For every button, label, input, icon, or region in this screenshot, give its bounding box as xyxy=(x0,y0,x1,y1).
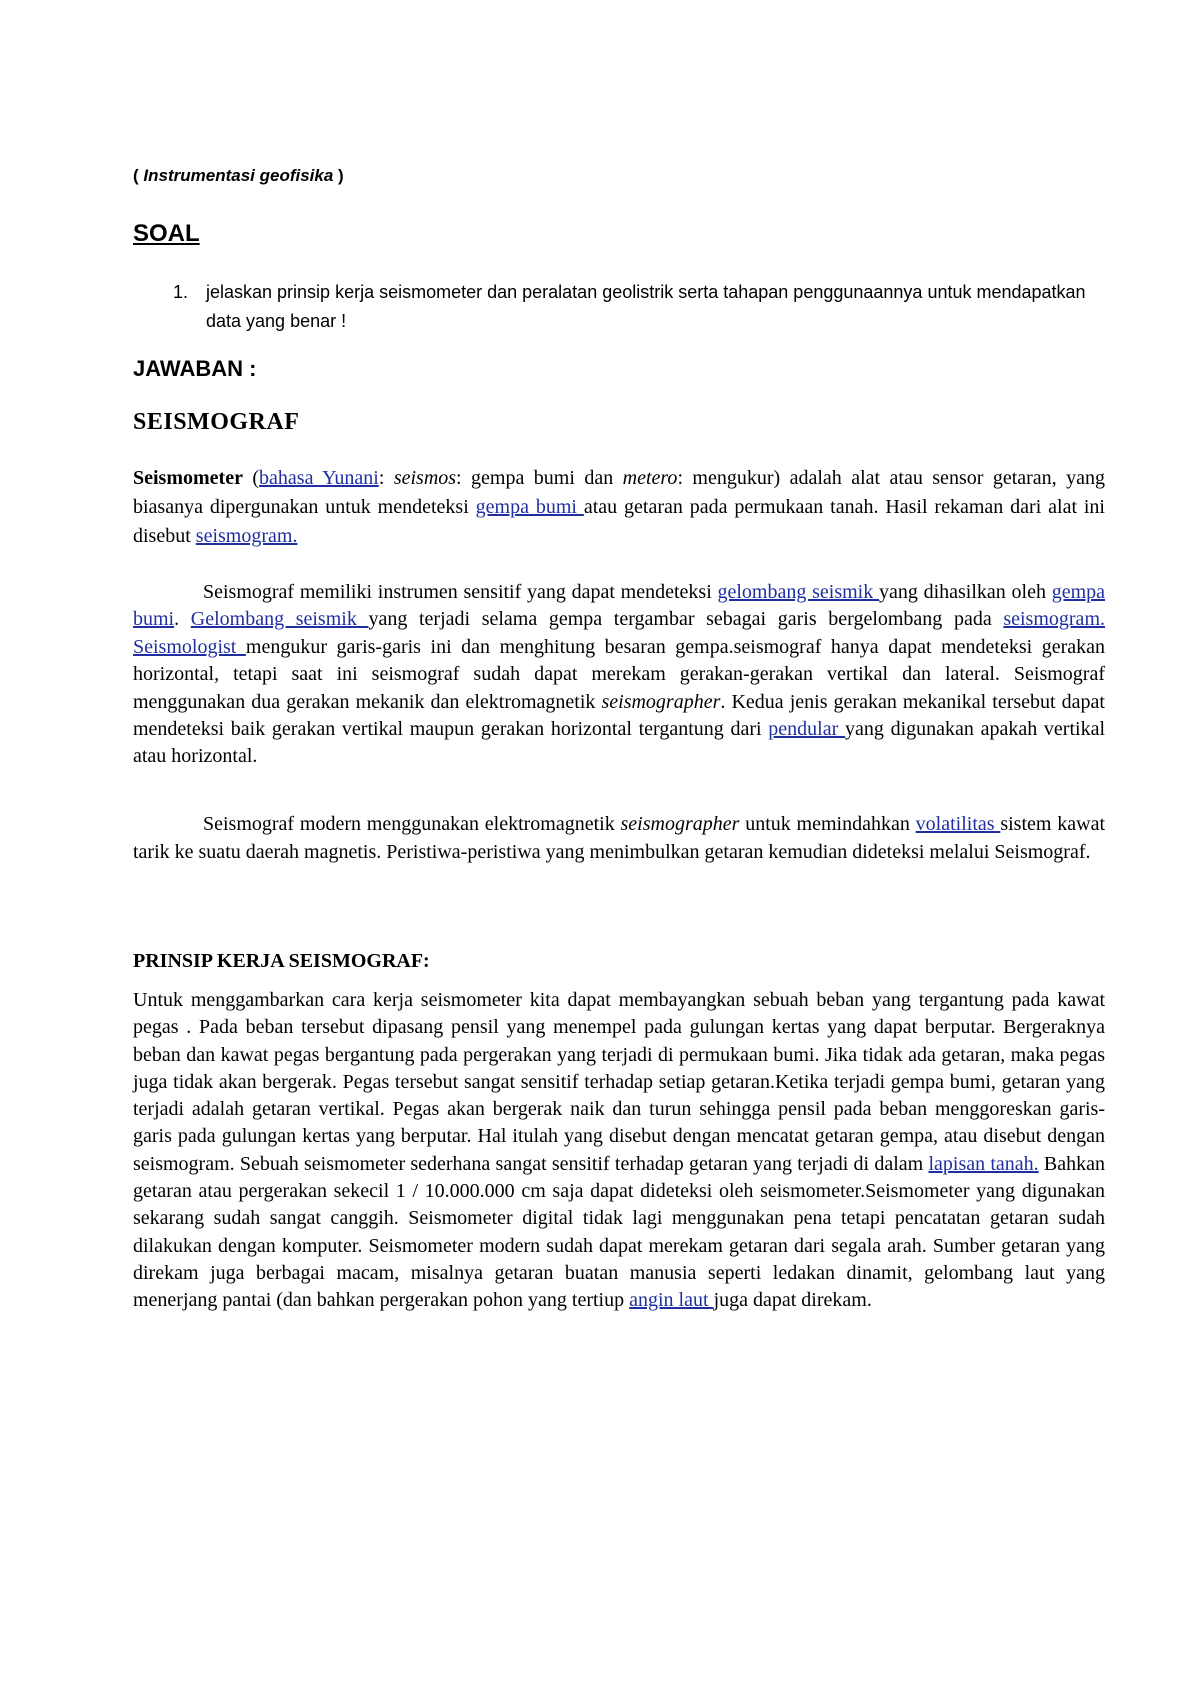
link-gelombang-seismik[interactable]: gelombang seismik xyxy=(717,581,879,603)
text-span: yang dihasilkan oleh xyxy=(878,581,1052,603)
text-span: : gempa bumi dan xyxy=(456,467,623,489)
open-paren: ( xyxy=(133,166,139,185)
link-gempa-bumi[interactable]: gempa bumi xyxy=(475,496,584,518)
close-paren: ) xyxy=(338,166,344,185)
text-span: : xyxy=(378,467,394,489)
seismograf-heading: SEISMOGRAF xyxy=(133,409,300,435)
link-seismogram[interactable]: seismogram. xyxy=(1003,608,1105,631)
term-seismographer: seismographer xyxy=(601,690,721,713)
text-span: . Kedua jenis gerakan mekanikal tersebut dapat mendeteksi baik gerakan vertikal maupun gerakan horizontal tergantung dari xyxy=(133,690,1105,741)
jawaban-heading: JAWABAN : xyxy=(133,356,257,381)
paragraph-instrument xyxy=(133,579,1105,771)
text-span: . xyxy=(174,608,191,631)
text-span: Seismograf memiliki instrumen sensitif yang dapat mendeteksi xyxy=(203,581,718,603)
link-lapisan-tanah[interactable]: lapisan tanah. xyxy=(928,1152,1039,1175)
term-seismographer: seismographer xyxy=(620,813,740,835)
term-metero: metero xyxy=(622,467,678,489)
term-seismometer: Seismometer xyxy=(133,467,243,489)
course-header xyxy=(133,166,1105,186)
text-span: sistem kawat tarik ke suatu daerah magnetis. Peristiwa-peristiwa yang menimbulkan getaran kemudian dideteksi melalui Seismograf. xyxy=(133,813,1106,863)
question-number: 1. xyxy=(173,282,189,302)
text-span: Bahkan getaran atau pergerakan sekecil 1 / 10.000.000 cm saja dapat dideteksi oleh seismometer.Seismometer yang digunakan sekarang sudah sangat canggih. Seismometer digital tidak lagi menggunakan pena tetapi pencatatan getaran sudah dilakukan dengan komputer. Seismometer modern sudah dapat merekam getaran dari segala arah. Sumber getaran yang direkam juga berbagai macam, misalnya getaran buatan manusia seperti ledakan dinamit, gelombang laut yang menerjang pantai (dan bahkan pergerakan pohon yang tertiup xyxy=(133,1152,1106,1312)
soal-heading: SOAL xyxy=(133,220,200,247)
text-span: ( xyxy=(242,467,260,489)
question-list xyxy=(133,278,1105,336)
text-span: mengukur garis-garis ini dan menghitung besaran gempa.seismograf hanya dapat mendeteksi gerakan horizontal, tetapi saat ini seismograf sudah dapat merekam gerakan-gerakan vertikal dan lateral. Seismograf menggunakan dua gerakan mekanik dan elektromagnetik xyxy=(133,635,1105,713)
text-span: yang terjadi selama gempa tergambar sebagai garis bergelombang pada xyxy=(368,608,1004,631)
paragraph-modern xyxy=(133,810,1105,866)
paragraph-definition xyxy=(133,464,1105,551)
paragraph-principle xyxy=(133,987,1105,1315)
term-seismos: seismos xyxy=(393,467,457,489)
link-seismologist[interactable]: Seismologist xyxy=(133,635,246,658)
text-span: Untuk menggambarkan cara kerja seismometer kita dapat membayangkan sebuah beban yang tergantung pada kawat pegas . Pada beban tersebut dipasang pensil yang menempel pada gulungan kertas yang dapat berputar. Bergeraknya beban dan kawat pegas bergantung pada pergerakan yang terjadi di permukaan bumi. Jika tidak ada getaran, maka pegas juga tidak akan bergerak. Pegas tersebut sangat sensitif terhadap setiap getaran.Ketika terjadi gempa bumi, getaran yang terjadi adalah getaran vertikal. Pegas akan bergerak naik dan turun sehingga pensil pada beban menggoreskan garis- garis pada gulungan kertas yang berputar. Hal itulah yang disebut dengan mencatat getaran gempa, atau disebut dengan seismogram. Sebuah seismometer sederhana sangat sensitif terhadap getaran yang terjadi di dalam xyxy=(133,989,1105,1175)
text-span: untuk memindahkan xyxy=(739,813,916,835)
prinsip-heading: PRINSIP KERJA SEISMOGRAF: xyxy=(133,950,430,972)
link-gempa-bumi[interactable]: gempa bumi xyxy=(133,581,1105,631)
question-text: jelaskan prinsip kerja seismometer dan peralatan geolistrik serta tahapan penggunaannya untuk mendapatkan data yang benar ! xyxy=(206,282,1086,331)
text-span: Seismograf modern menggunakan elektromagnetik xyxy=(203,813,621,835)
link-angin-laut[interactable]: angin laut xyxy=(629,1289,714,1312)
text-span: : mengukur) adalah alat atau sensor getaran, yang biasanya dipergunakan untuk mendeteksi xyxy=(133,467,1105,518)
course-title: Instrumentasi geofisika xyxy=(143,166,334,185)
link-gelombang-seismik[interactable]: Gelombang seismik xyxy=(190,608,369,631)
link-pendular[interactable]: pendular xyxy=(768,718,845,741)
text-span: yang digunakan apakah vertikal atau horizontal. xyxy=(133,718,1105,768)
link-seismogram[interactable]: seismogram. xyxy=(195,525,298,547)
link-volatilitas[interactable]: volatilitas xyxy=(915,813,1001,835)
link-bahasa-yunani[interactable]: bahasa Yunani xyxy=(259,467,379,489)
text-span: juga dapat direkam. xyxy=(713,1289,872,1312)
text-span: atau getaran pada permukaan tanah. Hasil rekaman dari alat ini disebut xyxy=(133,496,1105,547)
